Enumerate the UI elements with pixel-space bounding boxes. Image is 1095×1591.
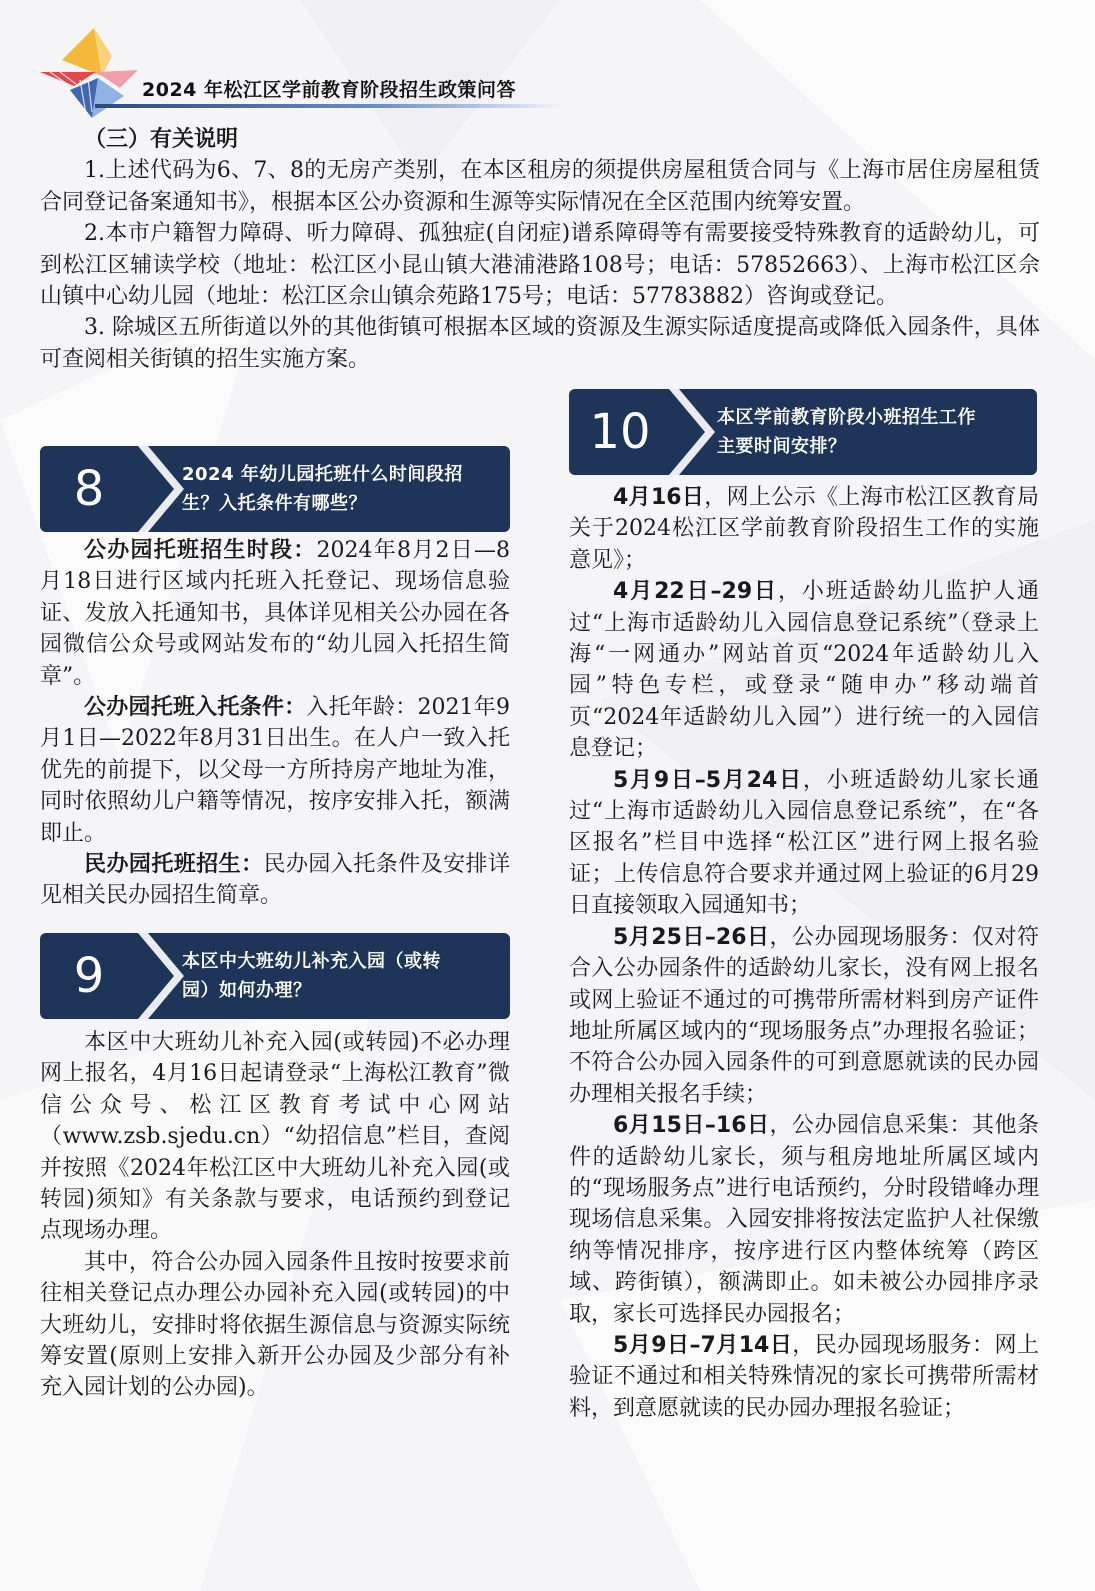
- question-8-text: [182, 446, 502, 532]
- note-paragraph-1: 1.上述代码为6、7、8的无房产类别，在本区租房的须提供房屋租赁合同与《上海市居住房屋租赁合同登记备案通知书》，根据本区公办资源和生源等实际情况在全区范围内统筹安置。: [40, 158, 1040, 215]
- q10-paragraph-4: [569, 922, 1039, 1110]
- question-10-text: [717, 389, 1029, 475]
- q10-paragraph-1: [569, 482, 1039, 576]
- q10-paragraph-1-text: ，网上公示《上海市松江区教育局关于2024松江区学前教育阶段招生工作的实施意见》；: [569, 485, 1039, 573]
- q8-paragraph-2-lead: 公办园托班入托条件：: [84, 695, 307, 721]
- question-9-text: [182, 933, 502, 1019]
- q9-paragraph-2: 其中，符合公办园入园条件且按时按要求前往相关登记点办理公办园补充入园(或转园)的中大班幼儿，安排时将依据生源信息与资源实际统筹安置(原则上安排入新开公办园及少部分有补充入园计划的公办园)。: [40, 1249, 510, 1401]
- question-8-number: 8: [73, 461, 105, 517]
- q10-paragraph-3: [569, 765, 1039, 922]
- notes-heading: （三）有关说明: [84, 127, 239, 152]
- q8-paragraph-2: [40, 692, 510, 849]
- question-8-answer: [40, 535, 510, 912]
- header-divider: [95, 104, 565, 108]
- question-8-line-1: 2024 年幼儿园托班什么时间段招: [182, 464, 463, 485]
- question-10-answer: [569, 482, 1039, 1424]
- q10-paragraph-3-lead: 5月9日–5月24日: [613, 767, 803, 793]
- question-10-line-2: 主要时间安排？: [717, 436, 847, 457]
- q8-paragraph-2-text: 入托年龄：2021年9月1日—2022年8月31日出生。在人户一致入托优先的前提下，以父母一方所持房产地址为准，同时依照幼儿户籍等情况，按序安排入托，额满即止。: [40, 695, 510, 846]
- question-10-line-1: 本区学前教育阶段小班招生工作: [717, 407, 976, 428]
- q8-paragraph-3-lead: 民办园托班招生：: [84, 852, 264, 878]
- question-10-banner: [569, 389, 1037, 475]
- q10-paragraph-2-lead: 4月22日–29日: [613, 579, 778, 605]
- question-8-line-2: 生？入托条件有哪些？: [182, 493, 367, 514]
- question-9-banner: [40, 933, 510, 1019]
- question-9-number: 9: [73, 948, 105, 1004]
- q8-paragraph-1-text: 2024年8月2日—8月18日进行区域内托班入托登记、现场信息验证、发放入托通知书，具体详见相关公办园在各园微信公众号或网站发布的“幼儿园入托招生简章”。: [40, 538, 510, 689]
- q8-paragraph-1-lead: 公办园托班招生时段：: [84, 538, 317, 563]
- q10-paragraph-5-text: ，公办园信息采集：其他条件的适龄幼儿家长，须与租房地址所属区域内的“现场服务点”进行电话预约，分时段错峰办理现场信息采集。入园安排将按法定监护人社保缴纳等情况排序，按序进行区内整体统筹（跨区域、跨街镇），额满即止。如未被公办园排序录取，家长可选择民办园报名；: [569, 1113, 1039, 1327]
- note-paragraph-3: 3. 除城区五所街道以外的其他街镇可根据本区域的资源及生源实际适度提高或降低入园条件，具体可查阅相关街镇的招生实施方案。: [40, 315, 1040, 372]
- question-10-number: 10: [589, 404, 651, 460]
- question-9-line-1: 本区中大班幼儿补充入园（或转: [182, 951, 441, 972]
- q10-paragraph-1-lead: 4月16日: [613, 485, 705, 510]
- q10-paragraph-6-text: ，民办园现场服务：网上验证不通过和相关特殊情况的家长可携带所需材料，到意愿就读的民办园办理报名验证；: [569, 1332, 1039, 1421]
- note-paragraph-2: 2.本市户籍智力障碍、听力障碍、孤独症(自闭症)谱系障碍等有需要接受特殊教育的适龄幼儿，可到松江区辅读学校（地址：松江区小昆山镇大港浦港路108号；电话：57852663）、上海市松江区佘山镇中心幼儿园（地址：松江区佘山镇佘苑路175号；电话：57783882）咨询或登记。: [40, 221, 1040, 310]
- q8-paragraph-1: [40, 535, 510, 692]
- q9-paragraph-1: 本区中大班幼儿补充入园(或转园)不必办理网上报名，4月16日起请登录“上海松江教育”微信公众号、松江区教育考试中心网站（www.zsb.sjedu.cn）“幼招信息”栏目，查阅并按照《2024年松江区中大班幼儿补充入园(或转园)须知》有关条款与要求，电话预约到登记点现场办理。: [40, 1030, 510, 1244]
- q10-paragraph-4-text: ，公办园现场服务：仅对符合入公办园条件的适龄幼儿家长，没有网上报名或网上验证不通过的可携带所需材料到房产证件地址所属区域内的“现场服务点”办理报名验证；不符合公办园入园条件的可到意愿就读的民办园办理相关报名手续；: [569, 924, 1039, 1107]
- question-9-answer: [40, 1027, 510, 1404]
- question-9-line-2: 园）如何办理？: [182, 980, 312, 1001]
- q8-paragraph-3-text: 民办园入托条件及安排详见相关民办园招生简章。: [40, 852, 510, 909]
- q10-paragraph-2-text: ，小班适龄幼儿监护人通过“上海市适龄幼儿入园信息登记系统”（登录上海“一网通办”网站首页“2024年适龄幼儿入园”特色专栏，或登录“随申办”移动端首页“2024年适龄幼儿入园”）进行统一的入园信息登记；: [569, 579, 1039, 762]
- notes-section: [40, 124, 1040, 375]
- q10-paragraph-2: [569, 576, 1039, 764]
- q10-paragraph-5: [569, 1110, 1039, 1330]
- q10-paragraph-3-text: ，小班适龄幼儿家长通过“上海市适龄幼儿入园信息登记系统”，在“各区报名”栏目中选择“松江区”进行网上报名验证；上传信息符合要求并通过网上验证的6月29日直接领取入园通知书；: [569, 767, 1039, 919]
- q10-paragraph-6-lead: 5月9日–7月14日: [613, 1332, 793, 1358]
- q10-paragraph-6: [569, 1330, 1039, 1424]
- q10-paragraph-5-lead: 6月15日–16日: [613, 1113, 770, 1139]
- header-title: 2024 年松江区学前教育阶段招生政策问答: [142, 79, 516, 101]
- q8-paragraph-3: [40, 849, 510, 912]
- question-8-banner: [40, 446, 510, 532]
- q10-paragraph-4-lead: 5月25日–26日: [613, 924, 770, 950]
